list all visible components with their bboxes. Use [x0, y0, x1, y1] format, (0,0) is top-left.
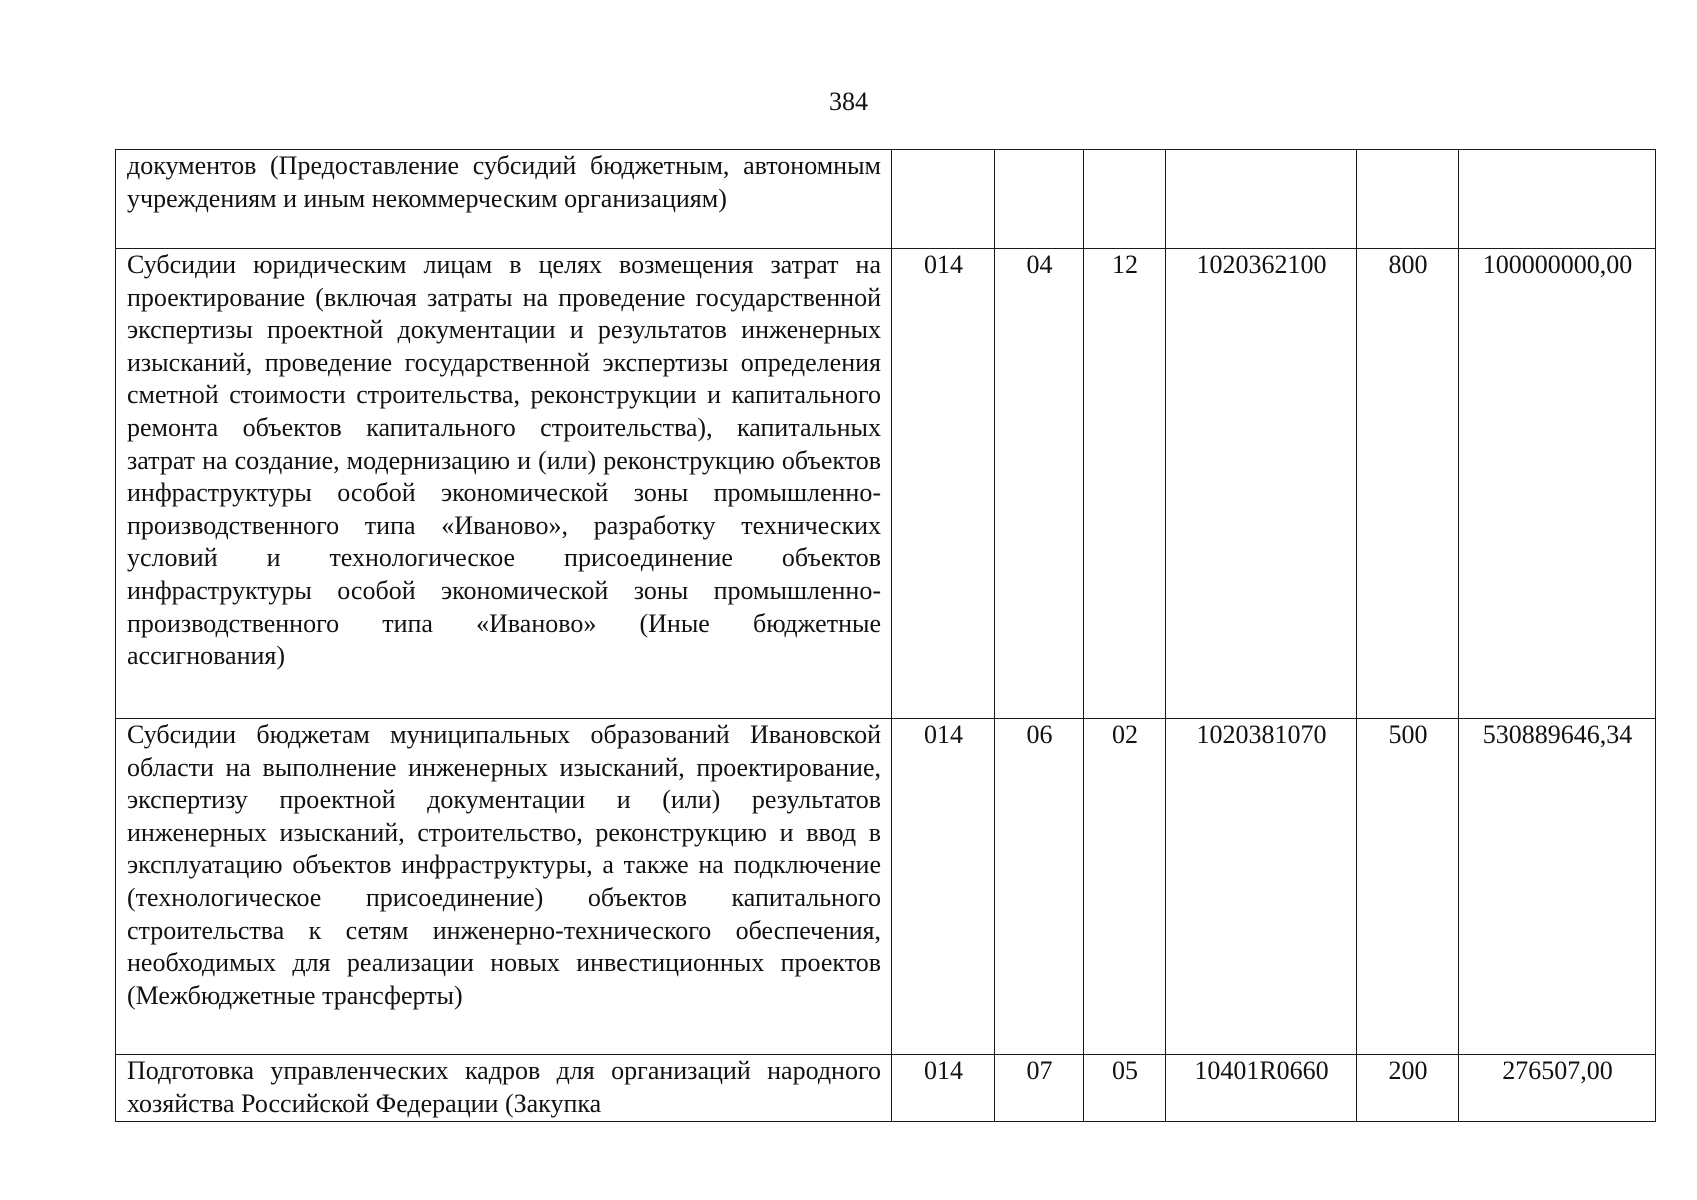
target-article-code	[1166, 150, 1357, 249]
table-row	[116, 1055, 1656, 1122]
section-code	[995, 150, 1084, 249]
section-code: 06	[995, 719, 1084, 1055]
amount-value: 100000000,00	[1459, 249, 1656, 719]
budget-table	[115, 149, 1656, 1122]
subsection-code	[1084, 150, 1166, 249]
row-description: Подготовка управленческих кадров для организаций народного хозяйства Российской Федерации (Закупка	[116, 1055, 892, 1122]
ministry-code: 014	[892, 719, 995, 1055]
expense-type-code: 800	[1357, 249, 1459, 719]
page-number: 384	[829, 87, 868, 116]
ministry-code	[892, 150, 995, 249]
ministry-code: 014	[892, 1055, 995, 1122]
target-article-code: 10401R0660	[1166, 1055, 1357, 1122]
amount-value: 276507,00	[1459, 1055, 1656, 1122]
row-description: документов (Предоставление субсидий бюджетным, автономным учреждениям и иным некоммерческим организациям)	[116, 150, 892, 249]
target-article-code: 1020381070	[1166, 719, 1357, 1055]
target-article-code: 1020362100	[1166, 249, 1357, 719]
subsection-code: 12	[1084, 249, 1166, 719]
subsection-code: 05	[1084, 1055, 1166, 1122]
expense-type-code: 500	[1357, 719, 1459, 1055]
subsection-code: 02	[1084, 719, 1166, 1055]
expense-type-code: 200	[1357, 1055, 1459, 1122]
section-code: 07	[995, 1055, 1084, 1122]
table-row	[116, 150, 1656, 249]
row-description: Субсидии бюджетам муниципальных образований Ивановской области на выполнение инженерных изысканий, проектирование, экспертизу проектной документации и (или) результатов инженерных изысканий, строительство, реконструкцию и ввод в эксплуатацию объектов инфраструктуры, а также на подключение (технологическое присоединение) объектов капитального строительства к сетям инженерно-технического обеспечения, необходимых для реализации новых инвестиционных проектов (Межбюджетные трансферты)	[116, 719, 892, 1055]
row-description: Субсидии юридическим лицам в целях возмещения затрат на проектирование (включая затраты на проведение государственной экспертизы проектной документации и результатов инженерных изысканий, проведение государственной экспертизы определения сметной стоимости строительства, реконструкции и капитального ремонта объектов капитального строительства), капитальных затрат на создание, модернизацию и (или) реконструкцию объектов инфраструктуры особой экономической зоны промышленно-производственного типа «Иваново», разработку технических условий и технологическое присоединение объектов инфраструктуры особой экономической зоны промышленно-производственного типа «Иваново» (Иные бюджетные ассигнования)	[116, 249, 892, 719]
amount-value	[1459, 150, 1656, 249]
table-row	[116, 249, 1656, 719]
section-code: 04	[995, 249, 1084, 719]
table-row	[116, 719, 1656, 1055]
amount-value: 530889646,34	[1459, 719, 1656, 1055]
expense-type-code	[1357, 150, 1459, 249]
ministry-code: 014	[892, 249, 995, 719]
